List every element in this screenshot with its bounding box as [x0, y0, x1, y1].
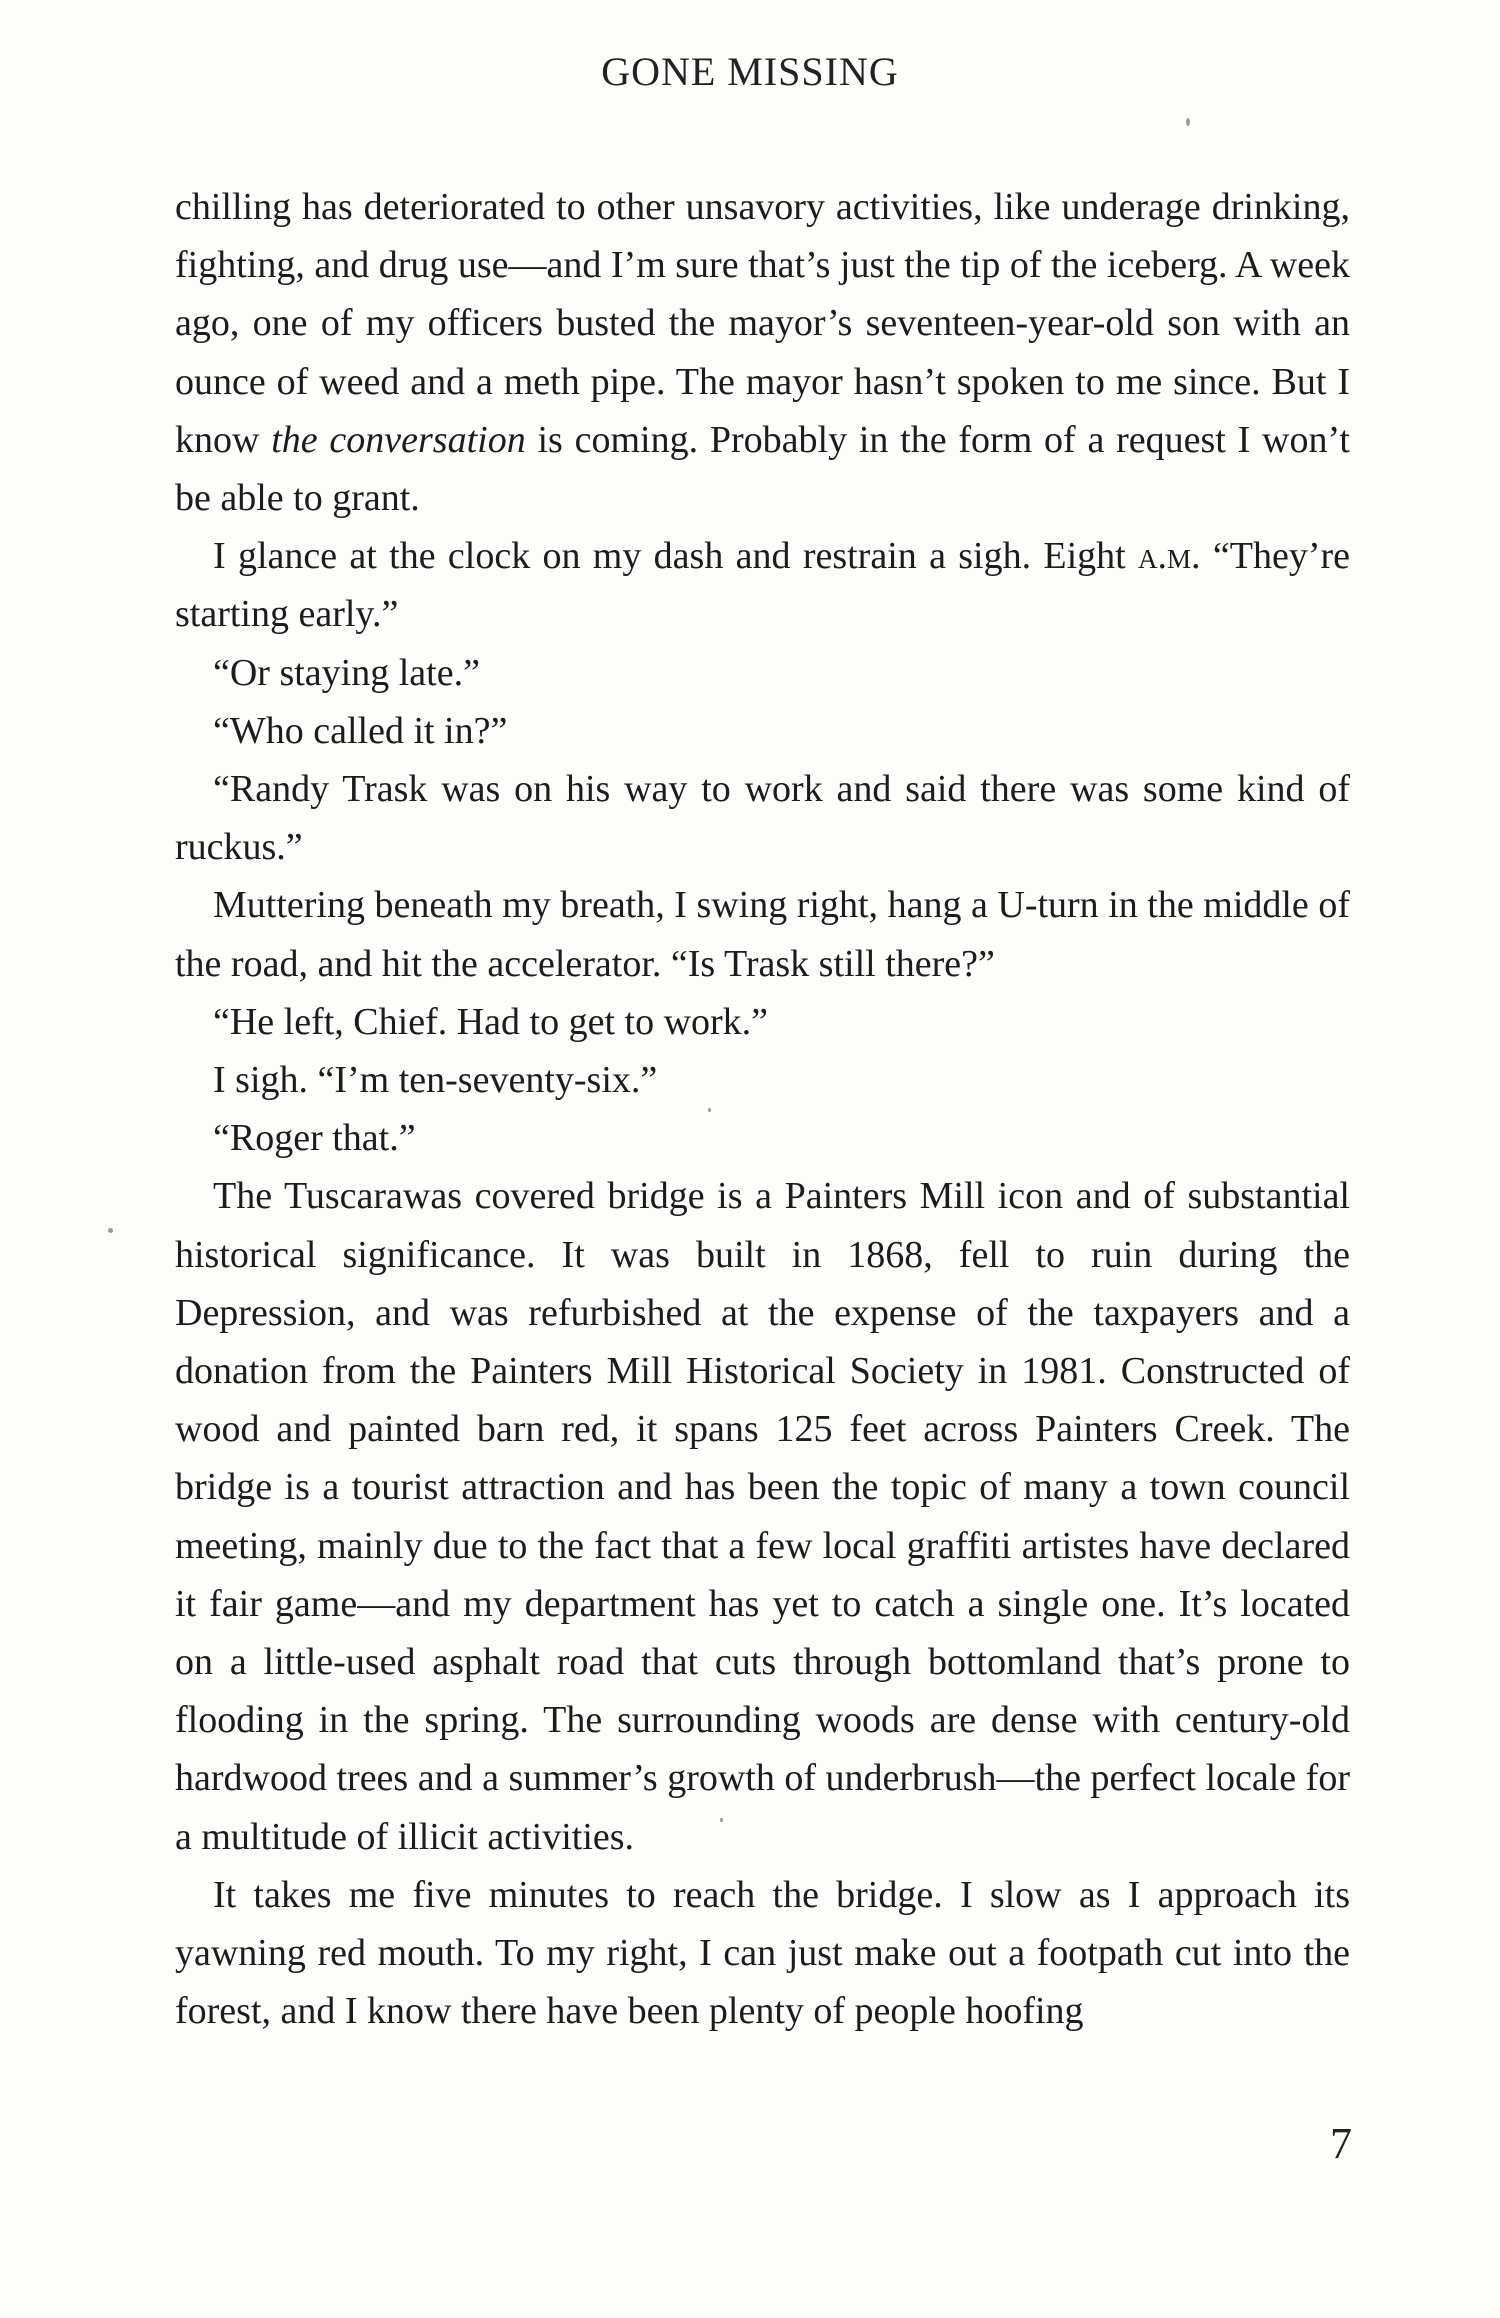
page-number: 7 [1330, 2119, 1352, 2168]
italic-text: the conversation [271, 418, 526, 461]
small-caps-text: a.m. [1138, 535, 1201, 578]
paragraph [175, 876, 1350, 992]
paragraph-text: The Tuscarawas covered bridge is a Painters Mill icon and of substantial historical significance. It was built in 1868, fell to ruin during the Depression, and was refurbished at the expense of the taxpayers and a donation from the Painters Mill Historical Society in 1981. Constructed of wood and painted barn red, it spans 125 feet across Painters Creek. The bridge is a tourist attraction and has been the topic of many a town council meeting, mainly due to the fact that a few local graffiti artistes have declared it fair game—and my department has yet to catch a single one. It’s located on a little-used asphalt road that cuts through bottomland that’s prone to flooding in the spring. The surrounding woods are dense with century-old hardwood trees and a summer’s growth of underbrush—the perfect locale for a multitude of illicit activities. [175, 1175, 1350, 1858]
paragraph [175, 1167, 1350, 1865]
paragraph-text: “Or staying late.” [213, 651, 480, 694]
paragraph-text: “Randy Trask was on his way to work and said there was some kind of ruckus.” [175, 768, 1350, 869]
paragraph [175, 1051, 1350, 1109]
paragraph-text: “Roger that.” [213, 1117, 416, 1160]
paragraph [175, 178, 1350, 527]
paragraph [175, 760, 1350, 876]
paragraph [175, 1109, 1350, 1167]
paragraph-text: “He left, Chief. Had to get to work.” [213, 1000, 769, 1043]
paragraph-text: Muttering beneath my breath, I swing right, hang a U-turn in the middle of the road, and hit the accelerator. “Is Trask still there?” [175, 884, 1350, 985]
paragraph [175, 527, 1350, 643]
paragraph-text: “They’re starting early.” [175, 535, 1350, 636]
running-head: GONE MISSING [601, 49, 899, 94]
paragraph [175, 644, 1350, 702]
body-text [175, 178, 1350, 2041]
paragraph-text: I glance at the clock on my dash and restrain a sigh. Eight [213, 535, 1139, 578]
paragraph [175, 702, 1350, 760]
scan-speck [720, 1818, 723, 1822]
scan-speck [708, 1108, 711, 1112]
paragraph-text: “Who called it in?” [213, 709, 508, 752]
paragraph-text: It takes me five minutes to reach the bridge. I slow as I approach its yawning red mouth. To my right, I can just make out a footpath cut into the forest, and I know there have been plenty of people hoofing [175, 1873, 1350, 2033]
scan-speck [1186, 118, 1190, 126]
scan-speck [108, 1228, 113, 1233]
paragraph-text: is coming. Probably in the form of a request I won’t be able to grant. [175, 418, 1350, 520]
paragraph [175, 1866, 1350, 2041]
paragraph [175, 993, 1350, 1051]
paragraph-text: I sigh. “I’m ten-seventy-six.” [213, 1059, 658, 1102]
paragraph-text: chilling has deteriorated to other unsavory activities, like underage drinking, fighting, and drug use—and I’m sure that’s just the tip of the iceberg. A week ago, one of my officers busted the mayor’s seventeen-year-old son with an ounce of weed and a meth pipe. The mayor hasn’t spoken to me since. But I know [175, 186, 1350, 461]
